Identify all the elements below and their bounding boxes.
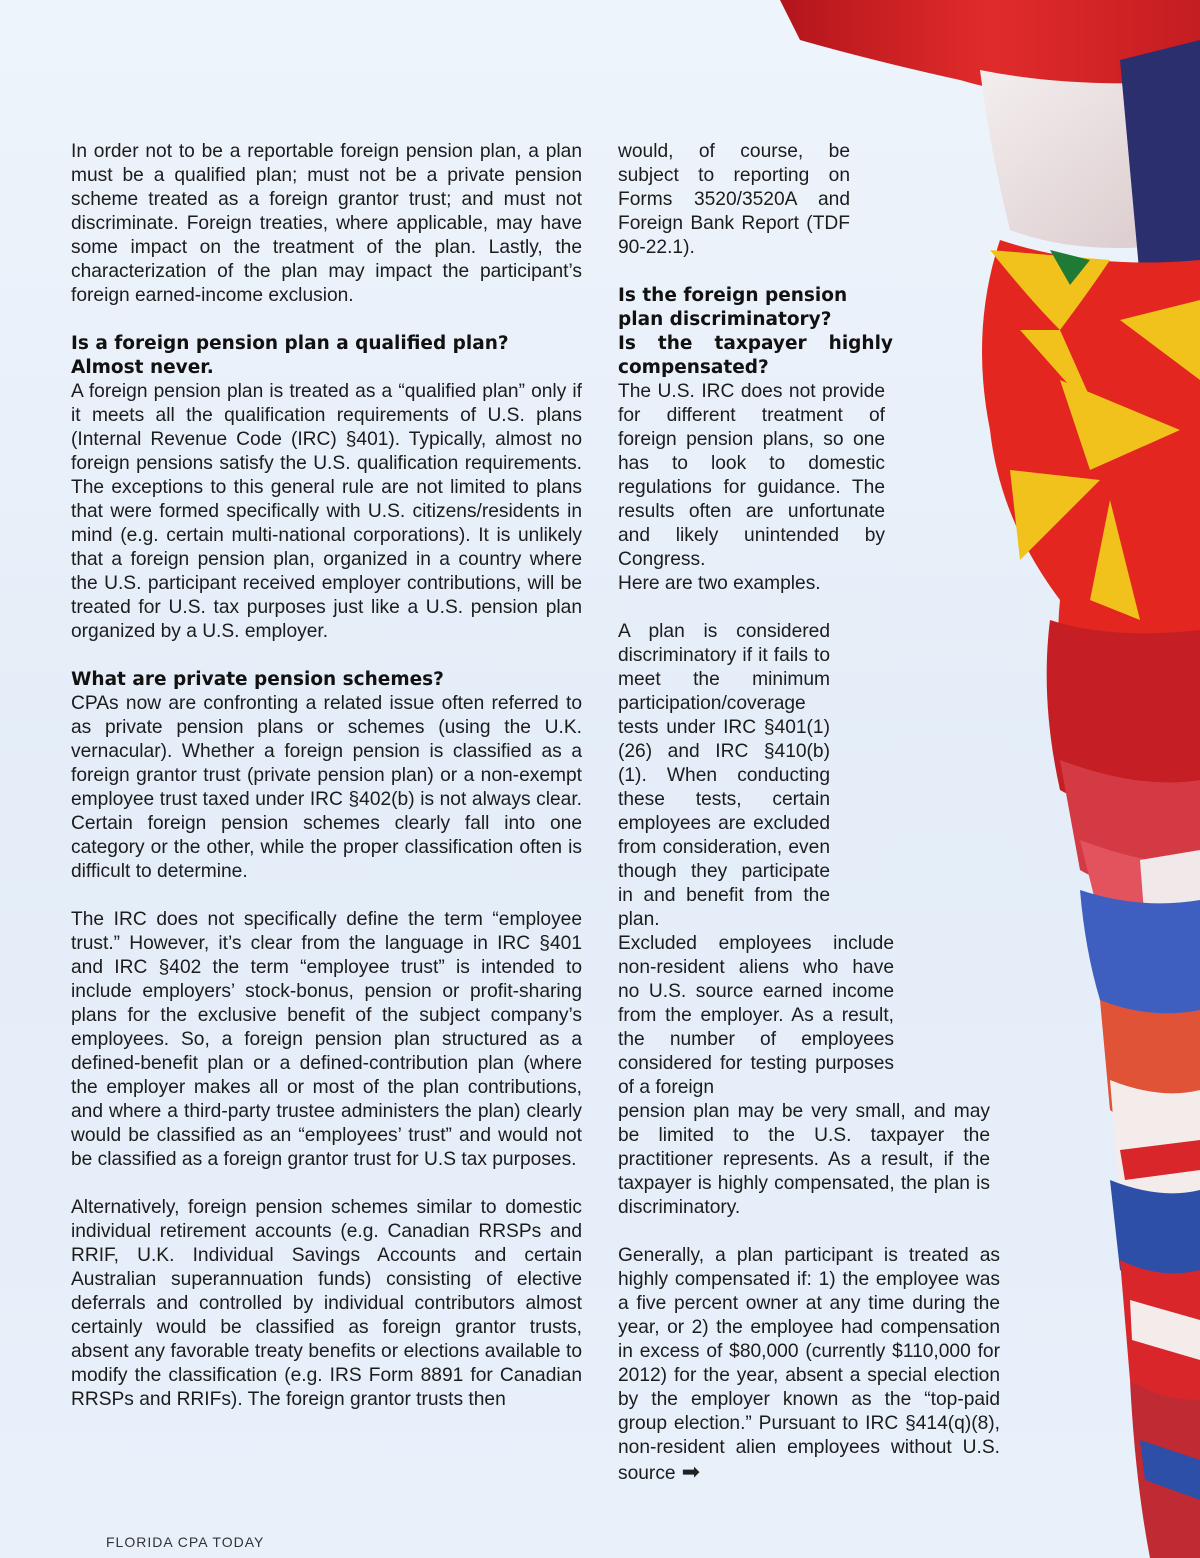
heading-discriminatory: Is the foreign pension plan discriminatory?: [618, 285, 848, 330]
paragraph-irc-treatment: The U.S. IRC does not provide for different treatment of foreign pension plans, so one has to look to domestic regulations for guidance. The results often are unfortunate and likely unintended by Congress.: [618, 381, 885, 570]
paragraph-qualified-plan: A foreign pension plan is treated as a “qualified plan” only if it meets all the qualification requirements of U.S. plans (Internal Revenue Code (IRC) §401). Typically, almost no foreign pensions satisfy the U.S. qualification requirements. The exceptions to this general rule are not limited to plans that were formed specifically with U.S. citizens/residents in mind (e.g. certain multi-national corporations). It is unlikely that a foreign pension plan, organized in a country where the U.S. participant received employer contributions, will be treated for U.S. tax purposes just like a U.S. pension plan organized by a U.S. employer.: [71, 381, 582, 642]
paragraph-plan-result: pension plan may be very small, and may be limited to the U.S. taxpayer the practitioner represents. As a result, if the taxpayer is highly compensated, the plan is discriminatory.: [618, 1101, 990, 1218]
paragraph-excluded-employees: Excluded employees include non-resident aliens who have no U.S. source earned income from the employer. As a result, the number of employees considered for testing purposes of a foreign: [618, 933, 894, 1098]
paragraph-highly-compensated-def: [618, 1244, 1000, 1486]
paragraph-alternatively: Alternatively, foreign pension schemes similar to domestic individual retirement accounts (e.g. Canadian RRSPs and RRIF, U.K. Individual Savings Accounts and certain Australian superannuation funds) consisting of elective deferrals and controlled by individual contributors almost certainly would be classified as foreign grantor trusts, absent any favorable treaty benefits or elections available to modify the classification (e.g. IRS Form 8891 for Canadian RRSPs and RRIFs). The foreign grantor trusts then: [71, 1197, 582, 1410]
footer-publication: FLORIDA CPA TODAY: [106, 1534, 265, 1550]
column-left: [71, 140, 582, 1412]
highly-compensated-text: Generally, a plan participant is treated as highly compensated if: 1) the employee was a five percent owner at any time during the year, or 2) the employee had compensation in excess of $80,000 (currently $110,000 for 2012) for the year, absent a special election by the employer known as the “top-paid group election.” Pursuant to IRC §414(q)(8), non-resident alien employees without U.S. source: [618, 1245, 1000, 1484]
paragraph-would-be-subject: would, of course, be subject to reporting on Forms 3520/3520A and Foreign Bank Report (TDF 90-22.1).: [618, 141, 850, 258]
paragraph-private-pension: CPAs now are confronting a related issue often referred to as private pension plans or schemes (using the U.K. vernacular). Whether a foreign pension is classified as a foreign grantor trust (private pension plan) or a non-exempt employee trust taxed under IRC §402(b) is not always clear. Certain foreign pension schemes clearly fall into one category or the other, while the proper classification often is difficult to determine.: [71, 693, 582, 882]
paragraph-discriminatory-tests: A plan is considered discriminatory if it fails to meet the minimum participation/coverage tests under IRC §401(1) (26) and IRC §410(b) (1). When conducting these tests, certain employees are excluded from consideration, even though they participate in and benefit from the plan.: [618, 621, 830, 930]
paragraph-two-examples: Here are two examples.: [618, 573, 821, 594]
heading-qualified-plan: Is a foreign pension plan a qualified plan? Almost never.: [71, 333, 509, 378]
paragraph-employee-trust: The IRC does not specifically define the term “employee trust.” However, it’s clear from the language in IRC §401 and IRC §402 the term “employee trust” is intended to include employers’ stock-bonus, pension or profit-sharing plans for the exclusive benefit of the subject company’s employees. So, a foreign pension plan structured as a defined-benefit plan or a defined-contribution plan (where the employer makes all or most of the plan contributions, and where a third-party trustee administers the plan) clearly would be classified as an “employees’ trust” and would not be classified as a foreign grantor trust for U.S tax purposes.: [71, 909, 582, 1170]
continue-arrow-icon: ➡: [681, 1459, 701, 1484]
heading-private-pension: What are private pension schemes?: [71, 669, 444, 690]
column-right: [618, 140, 1000, 1486]
heading-highly-compensated: Is the taxpayer highly compensated?: [618, 333, 893, 378]
paragraph-intro: In order not to be a reportable foreign pension plan, a plan must be a qualified plan; must not be a private pension scheme treated as a foreign grantor trust; and must not discriminate. Foreign treaties, where applicable, may have some impact on the treatment of the plan. Lastly, the characterization of the plan may impact the participant’s foreign earned-income exclusion.: [71, 141, 582, 306]
